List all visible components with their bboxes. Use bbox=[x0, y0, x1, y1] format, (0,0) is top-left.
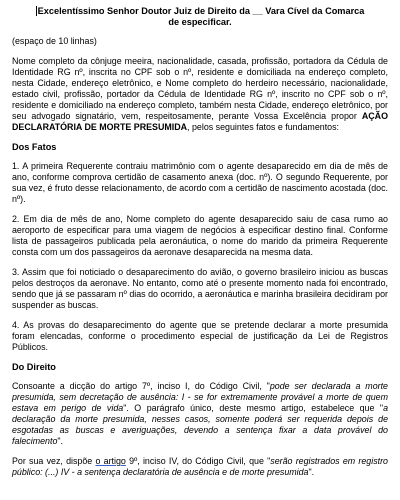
law-p2-mid: 9º, inciso IV, do Código Civil, que " bbox=[125, 456, 271, 466]
spacing-note: (espaço de 10 linhas) bbox=[12, 36, 97, 46]
law-p1-quote: pode ser declarada a morte presumida, sem decretação de ausência: I - se for extremamente provável a morte de quem estava em perigo de vida bbox=[12, 381, 388, 413]
action-name: AÇÃO DECLARATÓRIA DE MORTE PRESUMIDA bbox=[12, 111, 388, 132]
law-p2-post: ". bbox=[308, 467, 315, 477]
law-p1-quote-2: a declaração da morte presumida, nesses casos, somente poderá ser requerida depois de esgotadas as buscas e averiguações, devendo a sentença fixar a data provável do falecimento bbox=[12, 403, 388, 446]
title-line-1: Excelentíssimo Senhor Doutor Juiz de Direito da __ Vara Cível da Comarca bbox=[37, 6, 365, 16]
intro-text-end: , pelos seguintes fatos e fundamentos: bbox=[187, 122, 340, 132]
fact-paragraph-3: 3. Assim que foi noticiado o desaparecimento do avião, o governo brasileiro iniciou as buscas pelos destroços da aeronave. No entanto, como até o presente momento nada foi encontrado, sendo que já se passaram nº dias do ocorrido, a aeronáutica e marinha brasileira decidiram por suspender as buscas. bbox=[12, 267, 388, 310]
fact-paragraph-1: 1. A primeira Requerente contraiu matrimônio com o agente desaparecido em dia de mês de ano, conforme comprova certidão de casamento anexa (doc. nº). O segundo Requerente, por sua vez, é fruto desse relacionamento, de acordo com a certidão de nascimento acostada (doc. nº). bbox=[12, 161, 388, 204]
intro-text: Nome completo da cônjuge meeira, nacionalidade, casada, profissão, portadora da Cédula de Identidade RG nº, inscrita no CPF sob o nº, residente e domiciliada na endereço completo, nesta Cidade, endereço eletrônico, e Nome completo do herdeiro necessário, nacionalidade, estado civil, profissão, portador da Cédula de Identidade RG nº, inscrito no CPF sob o nº, residente e domiciliado na endereço completo, também nesta Cidade, endereço eletrônico, por seu advogado signatário, vem, respeitosamente, perante Vossa Excelência propor bbox=[12, 56, 388, 121]
text-cursor bbox=[36, 6, 37, 16]
fact-paragraph-4: 4. As provas do desaparecimento do agente que se pretende declarar a morte presumida foram elencadas, conforme o procedimento especial de justificação da Lei de Registros Públicos. bbox=[12, 320, 388, 352]
law-paragraph-1 bbox=[12, 381, 388, 447]
fact-paragraph-2: 2. Em dia de mês de ano, Nome completo do agente desaparecido saiu de casa rumo ao aeroporto de especificar para uma viagem de negócios à especificar destino final. Conforme lista de passageiros publicada pela aeronáutica, o nome do marido da primeira Requerente consta com um dos passageiros da aeronave desaparecida na mesma data. bbox=[12, 214, 388, 257]
law-heading: Do Direito bbox=[12, 362, 56, 372]
spellcheck-underlined-text: o artigo bbox=[95, 456, 126, 466]
law-paragraph-2 bbox=[12, 456, 388, 478]
law-p1-post: ". bbox=[57, 436, 64, 446]
document-title bbox=[12, 6, 388, 28]
facts-heading: Dos Fatos bbox=[12, 142, 57, 152]
intro-paragraph bbox=[12, 56, 388, 133]
title-line-2: de especificar. bbox=[168, 17, 232, 27]
law-p1-mid: ". O parágrafo único, deste mesmo artigo, estabelece que " bbox=[123, 403, 384, 413]
law-p1-pre: Consoante a dicção do artigo 7º, inciso I, do Código Civil, " bbox=[12, 381, 270, 391]
law-p2-quote: serão registrados em registro público: (...) IV - a sentença declaratória de ausência e de morte presumida bbox=[12, 456, 388, 477]
law-p2-pre: Por sua vez, dispõe bbox=[12, 456, 96, 466]
